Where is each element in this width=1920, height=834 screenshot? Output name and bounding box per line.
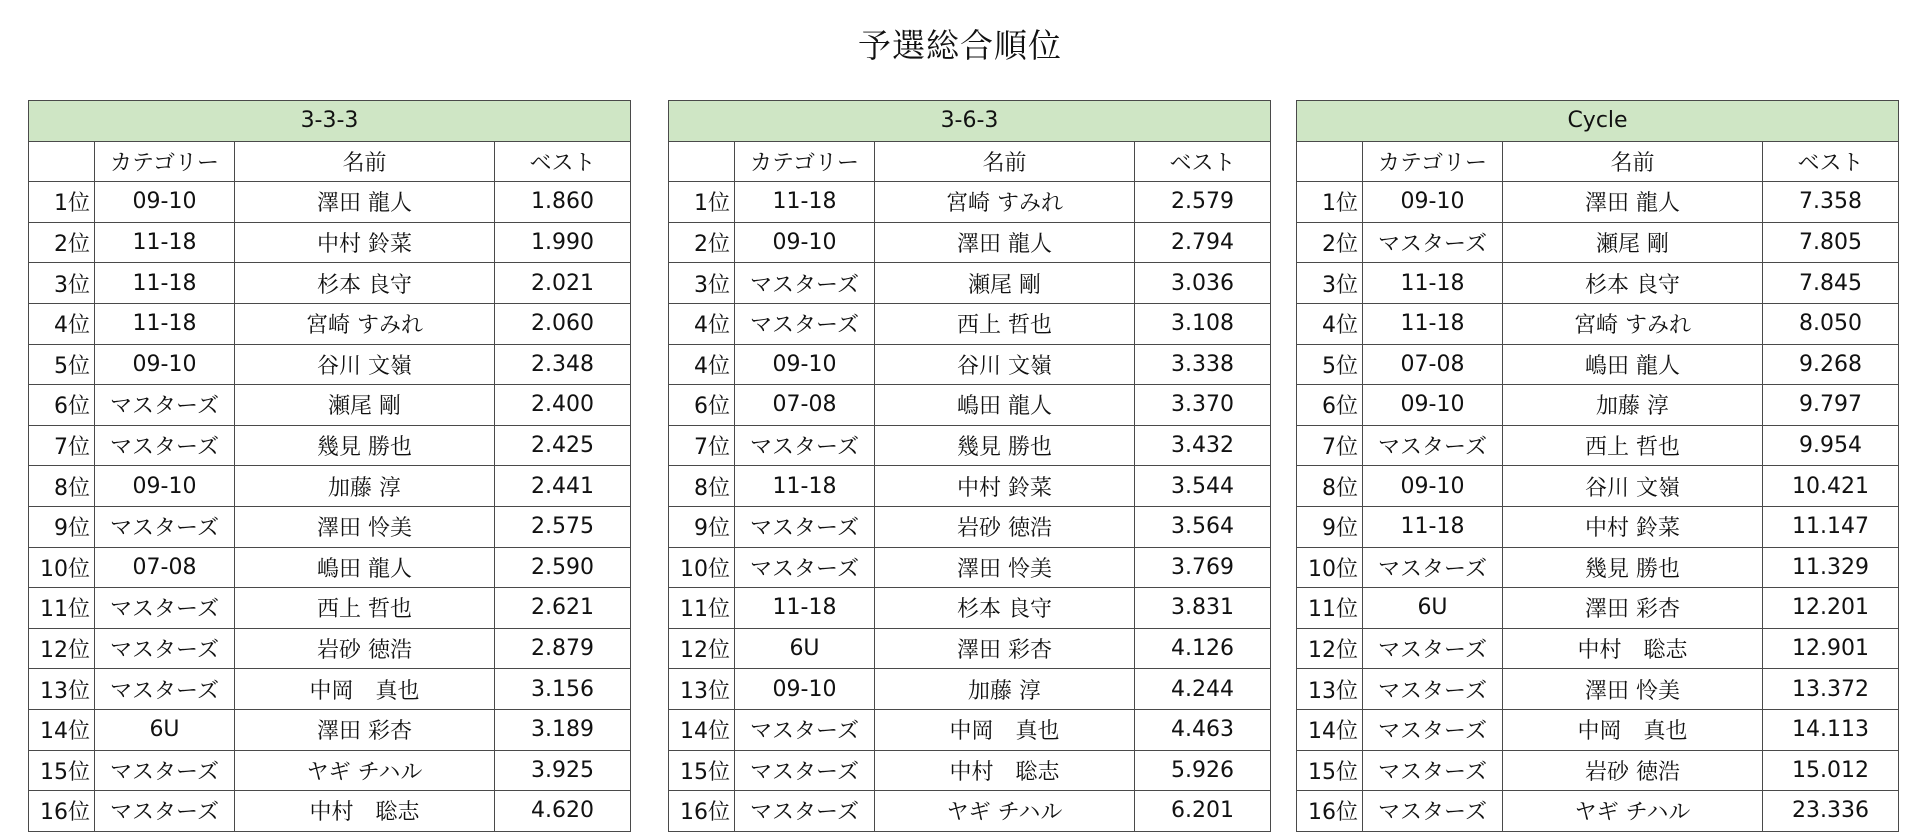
category-cell: 09-10: [95, 344, 235, 385]
name-cell: 谷川 文嶺: [1503, 466, 1763, 507]
table-row: [669, 344, 1271, 385]
best-time-cell: 1.860: [495, 182, 631, 223]
best-time-cell: 2.441: [495, 466, 631, 507]
category-cell: 11-18: [1363, 263, 1503, 304]
name-cell: 中村 鈴菜: [1503, 506, 1763, 547]
name-cell: 中村 聡志: [1503, 628, 1763, 669]
table-row: [1297, 425, 1899, 466]
category-cell: マスターズ: [95, 588, 235, 629]
category-cell: マスターズ: [735, 709, 875, 750]
name-column-header: 名前: [235, 141, 495, 182]
category-cell: 09-10: [1363, 466, 1503, 507]
rank-cell: 7位: [1297, 425, 1363, 466]
table-row: [669, 182, 1271, 223]
name-cell: 瀬尾 剛: [875, 263, 1135, 304]
table-row: [669, 303, 1271, 344]
best-time-cell: 2.348: [495, 344, 631, 385]
rank-cell: 6位: [669, 385, 735, 426]
name-cell: 中岡 真也: [875, 709, 1135, 750]
table-row: [669, 385, 1271, 426]
rank-cell: 9位: [1297, 506, 1363, 547]
rank-cell: 8位: [29, 466, 95, 507]
name-cell: 中岡 真也: [235, 669, 495, 710]
table-row: [669, 222, 1271, 263]
rank-cell: 11位: [1297, 588, 1363, 629]
rank-cell: 2位: [29, 222, 95, 263]
table-row: [669, 506, 1271, 547]
table-row: [1297, 303, 1899, 344]
name-cell: 幾見 勝也: [1503, 547, 1763, 588]
rank-cell: 8位: [1297, 466, 1363, 507]
name-cell: 澤田 怜美: [875, 547, 1135, 588]
table-row: [1297, 263, 1899, 304]
best-time-cell: 8.050: [1763, 303, 1899, 344]
event-title: 3-3-3: [29, 101, 631, 142]
rank-cell: 10位: [669, 547, 735, 588]
table-row: [669, 425, 1271, 466]
best-time-cell: 2.879: [495, 628, 631, 669]
table-row: [29, 669, 631, 710]
table-row: [669, 263, 1271, 304]
rank-cell: 1位: [1297, 182, 1363, 223]
best-time-cell: 3.925: [495, 750, 631, 791]
best-time-cell: 3.189: [495, 709, 631, 750]
rank-cell: 2位: [1297, 222, 1363, 263]
rank-cell: 12位: [1297, 628, 1363, 669]
table-row: [29, 263, 631, 304]
table-row: [29, 222, 631, 263]
table-row: [29, 588, 631, 629]
table-row: [29, 466, 631, 507]
category-cell: 6U: [1363, 588, 1503, 629]
name-cell: 岩砂 徳浩: [1503, 750, 1763, 791]
category-cell: 09-10: [95, 466, 235, 507]
best-time-cell: 14.113: [1763, 709, 1899, 750]
name-cell: 嶋田 龍人: [875, 385, 1135, 426]
table-row: [29, 506, 631, 547]
event-header-row: [669, 101, 1271, 142]
table-row: [1297, 547, 1899, 588]
category-cell: マスターズ: [735, 547, 875, 588]
ranking-table-cycle: [1296, 100, 1899, 832]
event-title: Cycle: [1297, 101, 1899, 142]
category-cell: 07-08: [1363, 344, 1503, 385]
name-cell: ヤギ チハル: [875, 791, 1135, 832]
table-row: [29, 547, 631, 588]
rank-cell: 14位: [1297, 709, 1363, 750]
category-cell: 11-18: [1363, 506, 1503, 547]
category-cell: 11-18: [735, 466, 875, 507]
category-cell: 11-18: [95, 263, 235, 304]
best-time-cell: 11.147: [1763, 506, 1899, 547]
rank-cell: 14位: [29, 709, 95, 750]
best-time-cell: 2.794: [1135, 222, 1271, 263]
name-cell: 中岡 真也: [1503, 709, 1763, 750]
name-cell: ヤギ チハル: [1503, 791, 1763, 832]
rank-column-header: [1297, 141, 1363, 182]
name-cell: ヤギ チハル: [235, 750, 495, 791]
rank-cell: 5位: [29, 344, 95, 385]
rank-cell: 15位: [669, 750, 735, 791]
ranking-table-3-6-3: [668, 100, 1271, 832]
best-time-cell: 3.564: [1135, 506, 1271, 547]
category-cell: 07-08: [95, 547, 235, 588]
category-cell: マスターズ: [735, 303, 875, 344]
rank-cell: 3位: [29, 263, 95, 304]
best-time-cell: 3.432: [1135, 425, 1271, 466]
best-time-cell: 1.990: [495, 222, 631, 263]
name-cell: 西上 哲也: [1503, 425, 1763, 466]
name-cell: 谷川 文嶺: [235, 344, 495, 385]
category-cell: 6U: [95, 709, 235, 750]
rank-cell: 16位: [669, 791, 735, 832]
best-time-cell: 6.201: [1135, 791, 1271, 832]
name-cell: 杉本 良守: [235, 263, 495, 304]
category-cell: マスターズ: [735, 791, 875, 832]
name-cell: 岩砂 徳浩: [875, 506, 1135, 547]
table-row: [29, 709, 631, 750]
table-row: [1297, 791, 1899, 832]
rank-cell: 3位: [669, 263, 735, 304]
best-time-cell: 2.021: [495, 263, 631, 304]
name-cell: 加藤 淳: [875, 669, 1135, 710]
rank-cell: 13位: [669, 669, 735, 710]
best-time-cell: 3.108: [1135, 303, 1271, 344]
best-time-cell: 3.338: [1135, 344, 1271, 385]
rank-cell: 8位: [669, 466, 735, 507]
best-time-cell: 3.370: [1135, 385, 1271, 426]
category-column-header: カテゴリー: [95, 141, 235, 182]
best-time-cell: 23.336: [1763, 791, 1899, 832]
best-time-cell: 4.463: [1135, 709, 1271, 750]
category-cell: マスターズ: [735, 263, 875, 304]
name-cell: 幾見 勝也: [875, 425, 1135, 466]
category-cell: 09-10: [735, 344, 875, 385]
category-cell: マスターズ: [95, 669, 235, 710]
name-cell: 澤田 龍人: [235, 182, 495, 223]
best-time-cell: 3.544: [1135, 466, 1271, 507]
table-row: [29, 344, 631, 385]
rank-cell: 6位: [29, 385, 95, 426]
rank-cell: 7位: [29, 425, 95, 466]
rank-cell: 9位: [669, 506, 735, 547]
best-time-cell: 3.156: [495, 669, 631, 710]
best-time-cell: 15.012: [1763, 750, 1899, 791]
category-cell: マスターズ: [1363, 425, 1503, 466]
category-cell: 09-10: [1363, 385, 1503, 426]
best-column-header: ベスト: [495, 141, 631, 182]
rank-cell: 13位: [1297, 669, 1363, 710]
name-cell: 澤田 怜美: [1503, 669, 1763, 710]
name-cell: 加藤 淳: [235, 466, 495, 507]
rank-cell: 10位: [29, 547, 95, 588]
best-time-cell: 7.358: [1763, 182, 1899, 223]
rank-cell: 4位: [1297, 303, 1363, 344]
category-cell: マスターズ: [95, 791, 235, 832]
name-cell: 西上 哲也: [875, 303, 1135, 344]
category-cell: マスターズ: [1363, 628, 1503, 669]
rank-cell: 6位: [1297, 385, 1363, 426]
category-column-header: カテゴリー: [1363, 141, 1503, 182]
name-cell: 杉本 良守: [1503, 263, 1763, 304]
best-column-header: ベスト: [1763, 141, 1899, 182]
name-cell: 中村 鈴菜: [875, 466, 1135, 507]
ranking-table-3-3-3: [28, 100, 631, 832]
name-column-header: 名前: [1503, 141, 1763, 182]
name-cell: 澤田 怜美: [235, 506, 495, 547]
name-cell: 澤田 龍人: [1503, 182, 1763, 223]
best-time-cell: 10.421: [1763, 466, 1899, 507]
page-title: 予選総合順位: [858, 26, 1062, 65]
table-row: [1297, 709, 1899, 750]
best-time-cell: 2.400: [495, 385, 631, 426]
name-cell: 嶋田 龍人: [235, 547, 495, 588]
table-row: [29, 628, 631, 669]
category-cell: 09-10: [735, 669, 875, 710]
table-row: [669, 466, 1271, 507]
category-cell: マスターズ: [735, 425, 875, 466]
category-cell: 09-10: [735, 222, 875, 263]
name-cell: 宮崎 すみれ: [875, 182, 1135, 223]
category-cell: マスターズ: [1363, 547, 1503, 588]
name-cell: 幾見 勝也: [235, 425, 495, 466]
rank-cell: 11位: [669, 588, 735, 629]
rank-cell: 15位: [1297, 750, 1363, 791]
rank-cell: 9位: [29, 506, 95, 547]
category-cell: マスターズ: [1363, 750, 1503, 791]
best-time-cell: 13.372: [1763, 669, 1899, 710]
name-cell: 瀬尾 剛: [1503, 222, 1763, 263]
best-time-cell: 12.201: [1763, 588, 1899, 629]
category-cell: 6U: [735, 628, 875, 669]
table-row: [1297, 750, 1899, 791]
rank-cell: 11位: [29, 588, 95, 629]
rankings-container: [28, 100, 1892, 834]
event-title: 3-6-3: [669, 101, 1271, 142]
best-time-cell: 2.060: [495, 303, 631, 344]
rank-cell: 15位: [29, 750, 95, 791]
category-cell: マスターズ: [1363, 222, 1503, 263]
table-row: [669, 628, 1271, 669]
best-time-cell: 7.845: [1763, 263, 1899, 304]
table-row: [1297, 182, 1899, 223]
name-cell: 西上 哲也: [235, 588, 495, 629]
table-row: [669, 588, 1271, 629]
table-row: [1297, 588, 1899, 629]
name-cell: 宮崎 すみれ: [235, 303, 495, 344]
category-cell: マスターズ: [735, 506, 875, 547]
best-time-cell: 9.268: [1763, 344, 1899, 385]
best-time-cell: 4.244: [1135, 669, 1271, 710]
rank-cell: 14位: [669, 709, 735, 750]
table-row: [669, 669, 1271, 710]
table-row: [669, 547, 1271, 588]
name-cell: 加藤 淳: [1503, 385, 1763, 426]
category-cell: マスターズ: [1363, 669, 1503, 710]
category-cell: 11-18: [95, 222, 235, 263]
rank-cell: 16位: [1297, 791, 1363, 832]
event-header-row: [29, 101, 631, 142]
table-row: [29, 303, 631, 344]
category-cell: マスターズ: [95, 425, 235, 466]
name-cell: 谷川 文嶺: [875, 344, 1135, 385]
best-time-cell: 4.126: [1135, 628, 1271, 669]
best-time-cell: 2.590: [495, 547, 631, 588]
category-cell: 11-18: [95, 303, 235, 344]
best-time-cell: 2.579: [1135, 182, 1271, 223]
best-time-cell: 5.926: [1135, 750, 1271, 791]
rank-cell: 4位: [29, 303, 95, 344]
table-row: [1297, 669, 1899, 710]
category-cell: マスターズ: [1363, 791, 1503, 832]
category-cell: 11-18: [735, 182, 875, 223]
table-row: [29, 182, 631, 223]
category-cell: 09-10: [1363, 182, 1503, 223]
best-time-cell: 4.620: [495, 791, 631, 832]
name-cell: 杉本 良守: [875, 588, 1135, 629]
best-time-cell: 7.805: [1763, 222, 1899, 263]
column-header-row: [669, 141, 1271, 182]
table-row: [669, 791, 1271, 832]
table-row: [1297, 506, 1899, 547]
rank-column-header: [29, 141, 95, 182]
category-cell: マスターズ: [735, 750, 875, 791]
rank-cell: 7位: [669, 425, 735, 466]
name-cell: 中村 聡志: [875, 750, 1135, 791]
best-time-cell: 3.036: [1135, 263, 1271, 304]
rank-cell: 12位: [669, 628, 735, 669]
rank-cell: 12位: [29, 628, 95, 669]
rank-cell: 1位: [669, 182, 735, 223]
table-row: [669, 709, 1271, 750]
event-header-row: [1297, 101, 1899, 142]
column-header-row: [1297, 141, 1899, 182]
best-time-cell: 9.797: [1763, 385, 1899, 426]
category-cell: 11-18: [1363, 303, 1503, 344]
rank-cell: 5位: [1297, 344, 1363, 385]
rank-cell: 13位: [29, 669, 95, 710]
table-row: [669, 750, 1271, 791]
rank-cell: 10位: [1297, 547, 1363, 588]
table-row: [1297, 222, 1899, 263]
name-cell: 澤田 彩杏: [1503, 588, 1763, 629]
table-row: [1297, 466, 1899, 507]
name-cell: 澤田 龍人: [875, 222, 1135, 263]
rank-column-header: [669, 141, 735, 182]
category-cell: 09-10: [95, 182, 235, 223]
best-time-cell: 3.769: [1135, 547, 1271, 588]
name-cell: 中村 鈴菜: [235, 222, 495, 263]
name-cell: 瀬尾 剛: [235, 385, 495, 426]
rank-cell: 2位: [669, 222, 735, 263]
category-cell: 07-08: [735, 385, 875, 426]
category-cell: マスターズ: [95, 628, 235, 669]
column-header-row: [29, 141, 631, 182]
name-cell: 宮崎 すみれ: [1503, 303, 1763, 344]
table-row: [1297, 344, 1899, 385]
table-row: [29, 791, 631, 832]
category-cell: マスターズ: [95, 506, 235, 547]
category-cell: マスターズ: [95, 385, 235, 426]
best-time-cell: 2.621: [495, 588, 631, 629]
best-time-cell: 2.425: [495, 425, 631, 466]
rank-cell: 4位: [669, 303, 735, 344]
best-time-cell: 9.954: [1763, 425, 1899, 466]
name-cell: 嶋田 龍人: [1503, 344, 1763, 385]
table-row: [1297, 628, 1899, 669]
best-time-cell: 11.329: [1763, 547, 1899, 588]
best-time-cell: 2.575: [495, 506, 631, 547]
category-column-header: カテゴリー: [735, 141, 875, 182]
rank-cell: 4位: [669, 344, 735, 385]
category-cell: マスターズ: [95, 750, 235, 791]
best-time-cell: 3.831: [1135, 588, 1271, 629]
table-row: [29, 750, 631, 791]
best-column-header: ベスト: [1135, 141, 1271, 182]
category-cell: マスターズ: [1363, 709, 1503, 750]
name-column-header: 名前: [875, 141, 1135, 182]
rank-cell: 16位: [29, 791, 95, 832]
table-row: [29, 385, 631, 426]
rank-cell: 3位: [1297, 263, 1363, 304]
category-cell: 11-18: [735, 588, 875, 629]
table-row: [1297, 385, 1899, 426]
name-cell: 澤田 彩杏: [235, 709, 495, 750]
table-row: [29, 425, 631, 466]
best-time-cell: 12.901: [1763, 628, 1899, 669]
name-cell: 澤田 彩杏: [875, 628, 1135, 669]
name-cell: 中村 聡志: [235, 791, 495, 832]
name-cell: 岩砂 徳浩: [235, 628, 495, 669]
rank-cell: 1位: [29, 182, 95, 223]
